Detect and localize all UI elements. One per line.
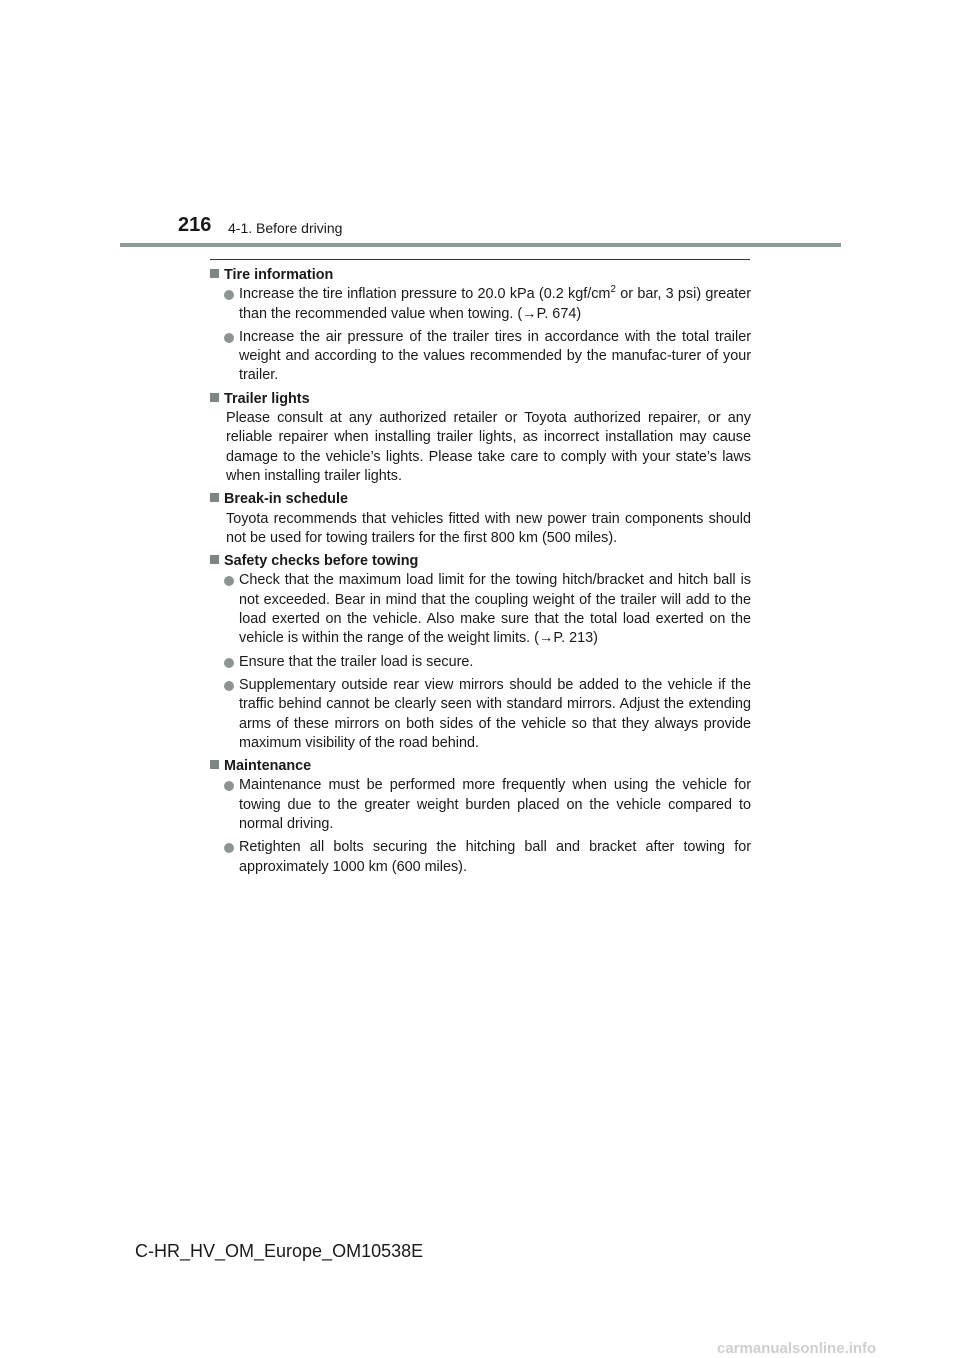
bullet-item-text-cont: or bar, 3 psi) greater than the recommended value when towing. (→P. 674) (239, 286, 751, 322)
section-heading (210, 757, 751, 776)
section-heading (210, 490, 751, 509)
section-paragraph: Toyota recommends that vehicles fitted with new power train components should not be used for towing trailers for the first 800 km (500 miles). (226, 510, 751, 546)
section-heading (210, 552, 751, 571)
square-bullet-icon (210, 269, 219, 278)
bullet-item-text: Ensure that the trailer load is secure. (239, 653, 474, 670)
section-heading-text: Trailer lights (224, 390, 310, 407)
footer-doc-code: C-HR_HV_OM_Europe_OM10538E (135, 1241, 424, 1261)
square-bullet-icon (210, 760, 219, 769)
section-paragraph: Please consult at any authorized retailer or Toyota authorized repairer, or any reliable repairer when installing trailer lights, as incorrect installation may cause damage to the vehicle’s lights. Please take care to comply with your state’s laws when installing trailer lights. (226, 410, 751, 484)
square-bullet-icon (210, 555, 219, 564)
section-heading-text: Break-in schedule (224, 491, 348, 508)
bullet-item (210, 676, 751, 753)
section-heading-text: Maintenance (224, 758, 312, 775)
section-heading (210, 390, 751, 409)
bullet-item-text: Check that the maximum load limit for the towing hitch/bracket and hitch ball is not exceeded. Bear in mind that the coupling weight of the trailer will add to the load exerted on the vehicle. Also make sure that the total load exerted on the vehicle is within the range of the weight limits. (→P. 213) (239, 572, 751, 647)
round-bullet-icon (224, 333, 234, 343)
bullet-item-text: Maintenance must be performed more frequently when using the vehicle for towing due to the greater weight burden placed on the vehicle compared to normal driving. (239, 777, 751, 833)
bullet-item (210, 838, 751, 877)
section-trailer-lights (210, 390, 751, 486)
bullet-item (210, 285, 751, 324)
section-safety-checks (210, 552, 751, 753)
round-bullet-icon (224, 576, 234, 586)
bullet-item (210, 776, 751, 834)
superscript: 2 (610, 284, 616, 296)
section-tire-information (210, 266, 751, 386)
page-content (210, 266, 751, 881)
bullet-item-text: Supplementary outside rear view mirrors should be added to the vehicle if the traffic behind cannot be clearly seen with standard mirrors. Adjust the extending arms of these mirrors on both sides of the vehicle so that they always provide maximum visibility of the road behind. (239, 676, 751, 751)
watermark-link[interactable]: carmanualsonline.info (717, 1340, 877, 1357)
bullet-item (210, 328, 751, 386)
round-bullet-icon (224, 290, 234, 300)
section-maintenance (210, 757, 751, 877)
bullet-item-text: Increase the tire inflation pressure to 20.0 kPa (0.2 kgf/cm (239, 286, 611, 303)
round-bullet-icon (224, 843, 234, 853)
round-bullet-icon (224, 781, 234, 791)
header-rule (120, 243, 841, 247)
section-break-in-schedule (210, 490, 751, 548)
bullet-item (210, 653, 751, 672)
bullet-item-text: Retighten all bolts securing the hitching ball and bracket after towing for approximately 1000 km (600 miles). (239, 839, 751, 875)
section-heading-text: Tire information (224, 267, 334, 283)
section-heading-text: Safety checks before towing (224, 553, 419, 570)
square-bullet-icon (210, 493, 219, 502)
chapter-label: 4-1. Before driving (228, 220, 343, 236)
bullet-item-text: Increase the air pressure of the trailer tires in accordance with the total trailer weight and according to the values recommended by the manufac-turer of your trailer. (239, 328, 751, 384)
bullet-item (210, 571, 751, 648)
content-rule (210, 259, 750, 260)
round-bullet-icon (224, 658, 234, 668)
square-bullet-icon (210, 393, 219, 402)
section-heading (210, 266, 751, 285)
page-number: 216 (178, 214, 212, 236)
round-bullet-icon (224, 681, 234, 691)
